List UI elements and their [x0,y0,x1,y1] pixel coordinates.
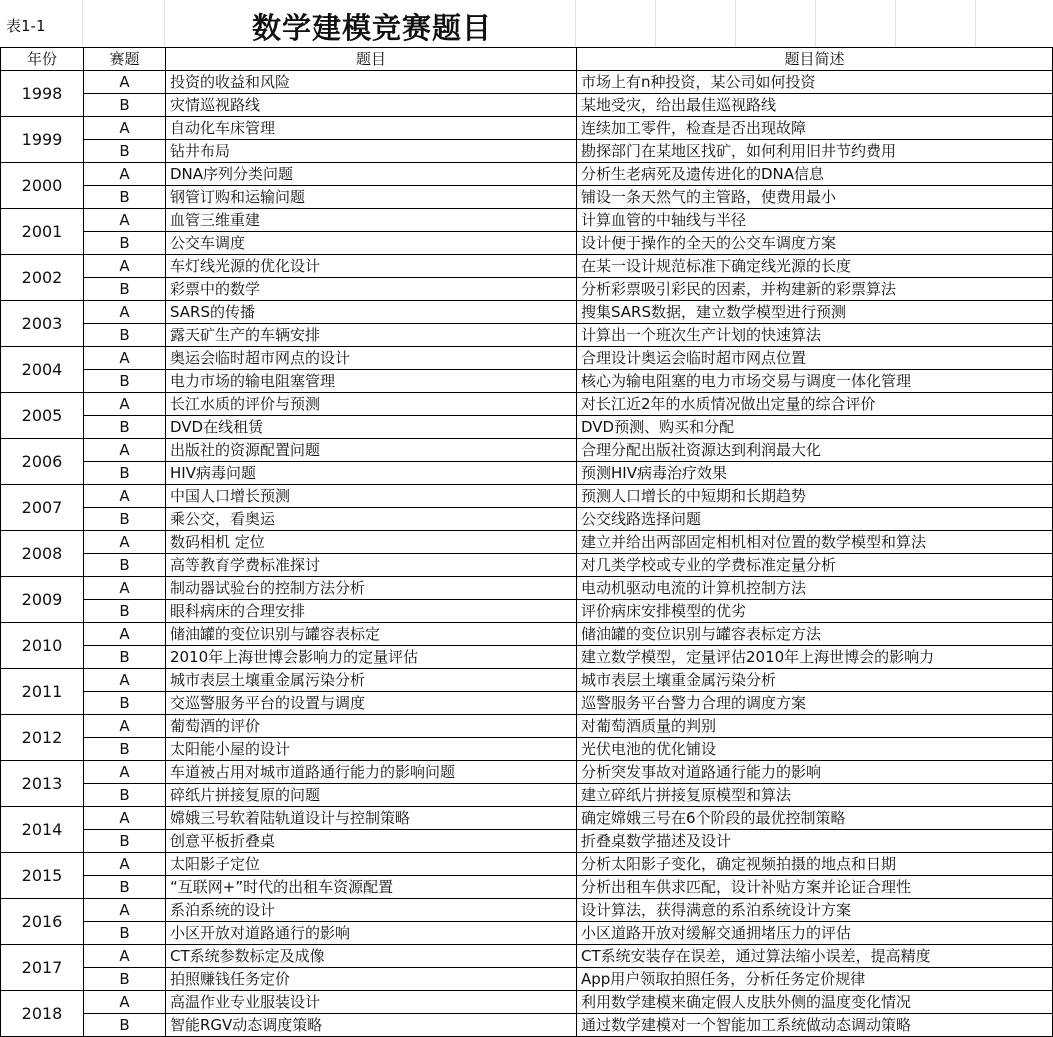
problem-cell[interactable]: B [84,324,166,347]
table-row [1,163,1053,186]
topic-cell[interactable]: 储油罐的变位识别与罐容表标定 [166,623,577,646]
grid-line [735,0,736,47]
summary-cell[interactable]: 勘探部门在某地区找矿，如何利用旧井节约费用 [577,140,1053,163]
topic-cell[interactable]: 投资的收益和风险 [166,71,577,94]
table-row [1,968,1053,991]
topic-cell[interactable]: “互联网+”时代的出租车资源配置 [166,876,577,899]
summary-cell[interactable]: CT系统安装存在误差，通过算法缩小误差，提高精度 [577,945,1053,968]
topic-cell[interactable]: 血管三维重建 [166,209,577,232]
summary-cell[interactable]: 设计便于操作的全天的公交车调度方案 [577,232,1053,255]
year-cell[interactable]: 2001 [1,209,84,255]
table-row [1,186,1053,209]
topic-cell[interactable]: 高等教育学费标准探讨 [166,554,577,577]
sheet-label: 表1-1 [6,17,46,35]
summary-cell[interactable]: 合理设计奥运会临时超市网点位置 [577,347,1053,370]
table-row [1,71,1053,94]
problem-cell[interactable]: B [84,968,166,991]
problem-cell[interactable]: A [84,485,166,508]
problem-cell[interactable]: A [84,945,166,968]
problem-cell[interactable]: A [84,255,166,278]
topic-cell[interactable]: 车道被占用对城市道路通行能力的影响问题 [166,761,577,784]
summary-cell[interactable]: App用户领取拍照任务，分析任务定价规律 [577,968,1053,991]
topic-cell[interactable]: SARS的传播 [166,301,577,324]
problem-cell[interactable]: A [84,807,166,830]
summary-cell[interactable]: 储油罐的变位识别与罐容表标定方法 [577,623,1053,646]
problem-cell[interactable]: A [84,623,166,646]
summary-cell[interactable]: 搜集SARS数据，建立数学模型进行预测 [577,301,1053,324]
topic-cell[interactable]: 高温作业专业服装设计 [166,991,577,1014]
table-row [1,485,1053,508]
topic-cell[interactable]: 中国人口增长预测 [166,485,577,508]
summary-cell[interactable]: 分析出租车供求匹配，设计补贴方案并论证合理性 [577,876,1053,899]
problem-cell[interactable]: A [84,209,166,232]
topic-cell[interactable]: 城市表层土壤重金属污染分析 [166,669,577,692]
table-row [1,554,1053,577]
grid-line [164,0,165,47]
topic-cell[interactable]: 太阳能小屋的设计 [166,738,577,761]
table-row [1,669,1053,692]
summary-cell[interactable]: 分析彩票吸引彩民的因素，并构建新的彩票算法 [577,278,1053,301]
year-cell[interactable]: 2008 [1,531,84,577]
topic-cell[interactable]: 系泊系统的设计 [166,899,577,922]
topic-cell[interactable]: DNA序列分类问题 [166,163,577,186]
topic-cell[interactable]: 太阳影子定位 [166,853,577,876]
table-row [1,922,1053,945]
table-row [1,646,1053,669]
summary-cell[interactable]: 公交线路选择问题 [577,508,1053,531]
problem-cell[interactable]: B [84,140,166,163]
problem-cell[interactable]: A [84,393,166,416]
summary-cell[interactable]: 预测人口增长的中短期和长期趋势 [577,485,1053,508]
summary-cell[interactable]: 计算血管的中轴线与半径 [577,209,1053,232]
table-row [1,255,1053,278]
topic-cell[interactable]: 智能RGV动态调度策略 [166,1014,577,1037]
table-row [1,899,1053,922]
table-row [1,508,1053,531]
topic-cell[interactable]: 葡萄酒的评价 [166,715,577,738]
year-cell[interactable]: 2013 [1,761,84,807]
summary-cell[interactable]: 设计算法，获得满意的系泊系统设计方案 [577,899,1053,922]
problem-cell[interactable]: A [84,347,166,370]
problem-cell[interactable]: B [84,876,166,899]
summary-cell[interactable]: 分析生老病死及遗传进化的DNA信息 [577,163,1053,186]
contest-table [0,47,1053,1037]
topic-cell[interactable]: 乘公交，看奥运 [166,508,577,531]
table-row [1,830,1053,853]
topic-cell[interactable]: 碎纸片拼接复原的问题 [166,784,577,807]
table-row [1,1014,1053,1037]
topic-cell[interactable]: 眼科病床的合理安排 [166,600,577,623]
summary-cell[interactable]: 市场上有n种投资，某公司如何投资 [577,71,1053,94]
table-row [1,738,1053,761]
title-row [0,0,1053,48]
year-cell[interactable]: 2016 [1,899,84,945]
grid-line [815,0,816,47]
summary-cell[interactable]: 建立碎纸片拼接复原模型和算法 [577,784,1053,807]
table-row [1,853,1053,876]
table-row [1,301,1053,324]
table-row [1,439,1053,462]
problem-cell[interactable]: B [84,738,166,761]
table-row [1,117,1053,140]
summary-cell[interactable]: 分析突发事故对道路通行能力的影响 [577,761,1053,784]
summary-cell[interactable]: 建立并给出两部固定相机相对位置的数学模型和算法 [577,531,1053,554]
problem-cell[interactable]: B [84,416,166,439]
table-row [1,140,1053,163]
table-row [1,278,1053,301]
summary-cell[interactable]: 巡警服务平台警力合理的调度方案 [577,692,1053,715]
summary-cell[interactable]: 确定嫦娥三号在6个阶段的最优控制策略 [577,807,1053,830]
grid-line [895,0,896,47]
table-row [1,531,1053,554]
table-row [1,347,1053,370]
problem-cell[interactable]: B [84,508,166,531]
topic-cell[interactable]: 车灯线光源的优化设计 [166,255,577,278]
year-cell[interactable]: 2018 [1,991,84,1037]
year-cell[interactable]: 2002 [1,255,84,301]
topic-cell[interactable]: 数码相机 定位 [166,531,577,554]
year-cell[interactable]: 1998 [1,71,84,117]
problem-cell[interactable]: B [84,370,166,393]
header-summary[interactable]: 题目简述 [577,48,1053,71]
problem-cell[interactable]: A [84,761,166,784]
summary-cell[interactable]: 核心为输电阻塞的电力市场交易与调度一体化管理 [577,370,1053,393]
year-cell[interactable]: 1999 [1,117,84,163]
topic-cell[interactable]: 小区开放对道路通行的影响 [166,922,577,945]
table-row [1,393,1053,416]
problem-cell[interactable]: B [84,94,166,117]
table-row [1,784,1053,807]
topic-cell[interactable]: 制动器试验台的控制方法分析 [166,577,577,600]
header-year[interactable]: 年份 [1,48,84,71]
topic-cell[interactable]: 交巡警服务平台的设置与调度 [166,692,577,715]
summary-cell[interactable]: 预测HIV病毒治疗效果 [577,462,1053,485]
summary-cell[interactable]: 评价病床安排模型的优劣 [577,600,1053,623]
table-row [1,462,1053,485]
table-row [1,623,1053,646]
summary-cell[interactable]: 某地受灾，给出最佳巡视路线 [577,94,1053,117]
year-cell[interactable]: 2006 [1,439,84,485]
grid-line [82,0,83,47]
topic-cell[interactable]: 2010年上海世博会影响力的定量评估 [166,646,577,669]
summary-cell[interactable]: DVD预测、购买和分配 [577,416,1053,439]
problem-cell[interactable]: A [84,71,166,94]
topic-cell[interactable]: 钻井布局 [166,140,577,163]
problem-cell[interactable]: A [84,853,166,876]
problem-cell[interactable]: A [84,577,166,600]
topic-cell[interactable]: 彩票中的数学 [166,278,577,301]
grid-line [975,0,976,47]
table-row [1,945,1053,968]
problem-cell[interactable]: A [84,117,166,140]
problem-cell[interactable]: A [84,531,166,554]
summary-cell[interactable]: 对几类学校或专业的学费标准定量分析 [577,554,1053,577]
problem-cell[interactable]: A [84,715,166,738]
table-row [1,232,1053,255]
summary-cell[interactable]: 分析太阳影子变化，确定视频拍摄的地点和日期 [577,853,1053,876]
problem-cell[interactable]: B [84,600,166,623]
problem-cell[interactable]: A [84,301,166,324]
header-topic[interactable]: 题目 [166,48,577,71]
table-row [1,324,1053,347]
grid-line [655,0,656,47]
topic-cell[interactable]: 自动化车床管理 [166,117,577,140]
year-cell[interactable]: 2007 [1,485,84,531]
year-cell[interactable]: 2000 [1,163,84,209]
year-cell[interactable]: 2014 [1,807,84,853]
year-cell[interactable]: 2005 [1,393,84,439]
problem-cell[interactable]: B [84,232,166,255]
problem-cell[interactable]: B [84,554,166,577]
summary-cell[interactable]: 在某一设计规范标准下确定线光源的长度 [577,255,1053,278]
table-row [1,209,1053,232]
summary-cell[interactable]: 合理分配出版社资源达到利润最大化 [577,439,1053,462]
year-cell[interactable]: 2003 [1,301,84,347]
topic-cell[interactable]: 电力市场的输电阻塞管理 [166,370,577,393]
table-row [1,370,1053,393]
problem-cell[interactable]: A [84,669,166,692]
summary-cell[interactable]: 电动机驱动电流的计算机控制方法 [577,577,1053,600]
problem-cell[interactable]: A [84,163,166,186]
topic-cell[interactable]: 长江水质的评价与预测 [166,393,577,416]
problem-cell[interactable]: A [84,991,166,1014]
summary-cell[interactable]: 建立数学模型，定量评估2010年上海世博会的影响力 [577,646,1053,669]
topic-cell[interactable]: HIV病毒问题 [166,462,577,485]
problem-cell[interactable]: B [84,462,166,485]
summary-cell[interactable]: 城市表层土壤重金属污染分析 [577,669,1053,692]
topic-cell[interactable]: 露天矿生产的车辆安排 [166,324,577,347]
year-cell[interactable]: 2004 [1,347,84,393]
problem-cell[interactable]: B [84,1014,166,1037]
grid-line [575,0,576,47]
table-row [1,577,1053,600]
topic-cell[interactable]: 奥运会临时超市网点的设计 [166,347,577,370]
year-cell[interactable]: 2015 [1,853,84,899]
topic-cell[interactable]: 拍照赚钱任务定价 [166,968,577,991]
summary-cell[interactable]: 通过数学建模对一个智能加工系统做动态调动策略 [577,1014,1053,1037]
topic-cell[interactable]: 灾情巡视路线 [166,94,577,117]
summary-cell[interactable]: 对葡萄酒质量的判别 [577,715,1053,738]
summary-cell[interactable]: 小区道路开放对缓解交通拥堵压力的评估 [577,922,1053,945]
topic-cell[interactable]: CT系统参数标定及成像 [166,945,577,968]
table-row [1,715,1053,738]
header-problem[interactable]: 赛题 [84,48,166,71]
problem-cell[interactable]: A [84,899,166,922]
table-row [1,692,1053,715]
summary-cell[interactable]: 铺设一条天然气的主管路，使费用最小 [577,186,1053,209]
table-row [1,807,1053,830]
problem-cell[interactable]: B [84,784,166,807]
problem-cell[interactable]: B [84,830,166,853]
summary-cell[interactable]: 利用数学建模来确定假人皮肤外侧的温度变化情况 [577,991,1053,1014]
table-row [1,600,1053,623]
problem-cell[interactable]: B [84,646,166,669]
summary-cell[interactable]: 计算出一个班次生产计划的快速算法 [577,324,1053,347]
summary-cell[interactable]: 光伏电池的优化铺设 [577,738,1053,761]
table-row [1,94,1053,117]
summary-cell[interactable]: 对长江近2年的水质情况做出定量的综合评价 [577,393,1053,416]
topic-cell[interactable]: 嫦娥三号软着陆轨道设计与控制策略 [166,807,577,830]
page-title: 数学建模竞赛题目 [252,11,493,45]
year-cell[interactable]: 2010 [1,623,84,669]
year-cell[interactable]: 2017 [1,945,84,991]
summary-cell[interactable]: 连续加工零件，检查是否出现故障 [577,117,1053,140]
problem-cell[interactable]: B [84,186,166,209]
year-cell[interactable]: 2009 [1,577,84,623]
table-body [1,71,1053,1037]
problem-cell[interactable]: B [84,692,166,715]
year-cell[interactable]: 2012 [1,715,84,761]
year-cell[interactable]: 2011 [1,669,84,715]
table-row [1,761,1053,784]
table-row [1,876,1053,899]
topic-cell[interactable]: 创意平板折叠桌 [166,830,577,853]
problem-cell[interactable]: A [84,439,166,462]
table-row [1,991,1053,1014]
topic-cell[interactable]: 公交车调度 [166,232,577,255]
topic-cell[interactable]: DVD在线租赁 [166,416,577,439]
table-row [1,416,1053,439]
summary-cell[interactable]: 折叠桌数学描述及设计 [577,830,1053,853]
topic-cell[interactable]: 出版社的资源配置问题 [166,439,577,462]
topic-cell[interactable]: 钢管订购和运输问题 [166,186,577,209]
problem-cell[interactable]: B [84,922,166,945]
problem-cell[interactable]: B [84,278,166,301]
